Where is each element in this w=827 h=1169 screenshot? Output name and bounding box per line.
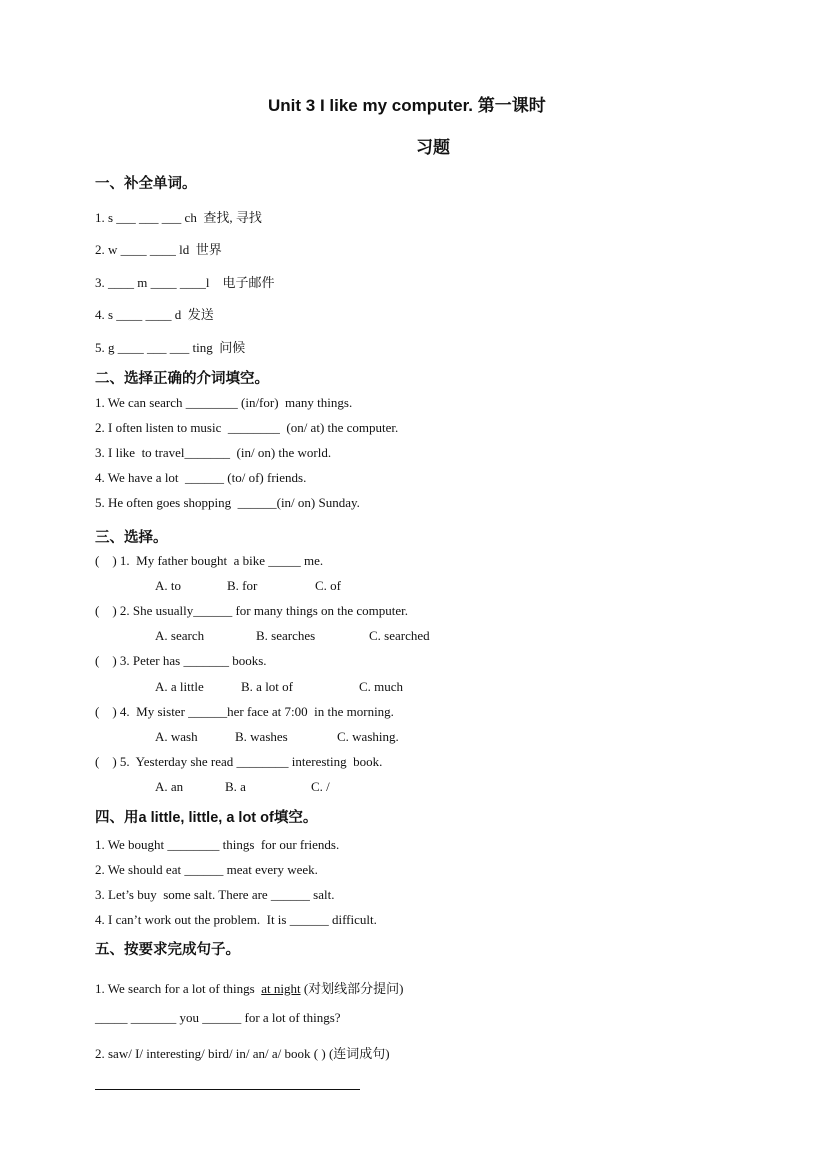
section-2-heading: 二、选择正确的介词填空。 (95, 371, 269, 387)
s3-q5-option-b: B. a (225, 779, 246, 794)
s3-q4-option-c: C. washing. (337, 729, 399, 744)
section-1-heading: 一、补全单词。 (95, 176, 197, 192)
s3-question-3: ( ) 3. Peter has _______ books. (95, 653, 267, 668)
s2-item-4: 4. We have a lot ______ (to/ of) friends. (95, 470, 307, 485)
s1-item-2: 2. w ____ ____ ld 世界 (95, 242, 222, 257)
s3-q1-option-c: C. of (315, 578, 341, 593)
s5-q1-instruction: (对划线部分提问) (300, 981, 404, 996)
s3-q3-option-c: C. much (359, 679, 404, 694)
s2-item-3: 3. I like to travel_______ (in/ on) the world. (95, 445, 332, 460)
s3-q5-option-a: A. an (155, 779, 184, 794)
s3-q2-option-a: A. search (155, 628, 205, 643)
s5-q1-underlined: at night (261, 981, 301, 996)
s3-q1-option-b: B. for (227, 578, 258, 593)
s5-question-2: 2. saw/ I/ interesting/ bird/ in/ an/ a/ book ( ) (连词成句) (95, 1046, 390, 1061)
s3-q5-option-c: C. / (311, 779, 330, 794)
s4-item-2: 2. We should eat ______ meat every week. (95, 862, 318, 877)
s2-item-5: 5. He often goes shopping ______(in/ on) Sunday. (95, 495, 360, 510)
s5-q1-answer-line: _____ _______ you ______ for a lot of things? (95, 1010, 341, 1025)
s3-q1-option-a: A. to (155, 578, 181, 593)
s4-item-1: 1. We bought ________ things for our friends. (95, 837, 340, 852)
s3-q4-option-b: B. washes (235, 729, 288, 744)
s3-question-1: ( ) 1. My father bought a bike _____ me. (95, 553, 324, 568)
s5-q1-text: 1. We search for a lot of things (95, 981, 262, 996)
s3-q3-option-a: A. a little (155, 679, 204, 694)
s1-item-1: 1. s ___ ___ ___ ch 查找, 寻找 (95, 210, 262, 225)
s3-q2-option-c: C. searched (369, 628, 430, 643)
s5-question-1 (95, 978, 404, 997)
s3-q3-option-b: B. a lot of (241, 679, 293, 694)
s4-item-3: 3. Let’s buy some salt. There are ______ salt. (95, 887, 335, 902)
s1-item-3: 3. ____ m ____ ____l 电子邮件 (95, 275, 275, 290)
s3-q4-option-a: A. wash (155, 729, 198, 744)
section-4-heading: 四、用a little, little, a lot of填空。 (95, 810, 318, 826)
s2-item-2: 2. I often listen to music ________ (on/ at) the computer. (95, 420, 399, 435)
s1-item-4: 4. s ____ ____ d 发送 (95, 307, 214, 322)
s3-question-4: ( ) 4. My sister ______her face at 7:00 in the morning. (95, 704, 394, 719)
s3-q2-option-b: B. searches (256, 628, 316, 643)
s1-item-5: 5. g ____ ___ ___ ting 问候 (95, 340, 246, 355)
worksheet-title: Unit 3 I like my computer. 第一课时 (268, 96, 546, 115)
s5-q2-answer-line (95, 1089, 360, 1090)
section-3-heading: 三、选择。 (95, 530, 168, 546)
s2-item-1: 1. We can search ________ (in/for) many things. (95, 395, 353, 410)
s3-question-2: ( ) 2. She usually______ for many things on the computer. (95, 603, 409, 618)
worksheet-subtitle: 习题 (416, 138, 450, 157)
section-5-heading: 五、按要求完成句子。 (95, 942, 240, 958)
s3-question-5: ( ) 5. Yesterday she read ________ interesting book. (95, 754, 383, 769)
s4-item-4: 4. I can’t work out the problem. It is ______ difficult. (95, 912, 377, 927)
